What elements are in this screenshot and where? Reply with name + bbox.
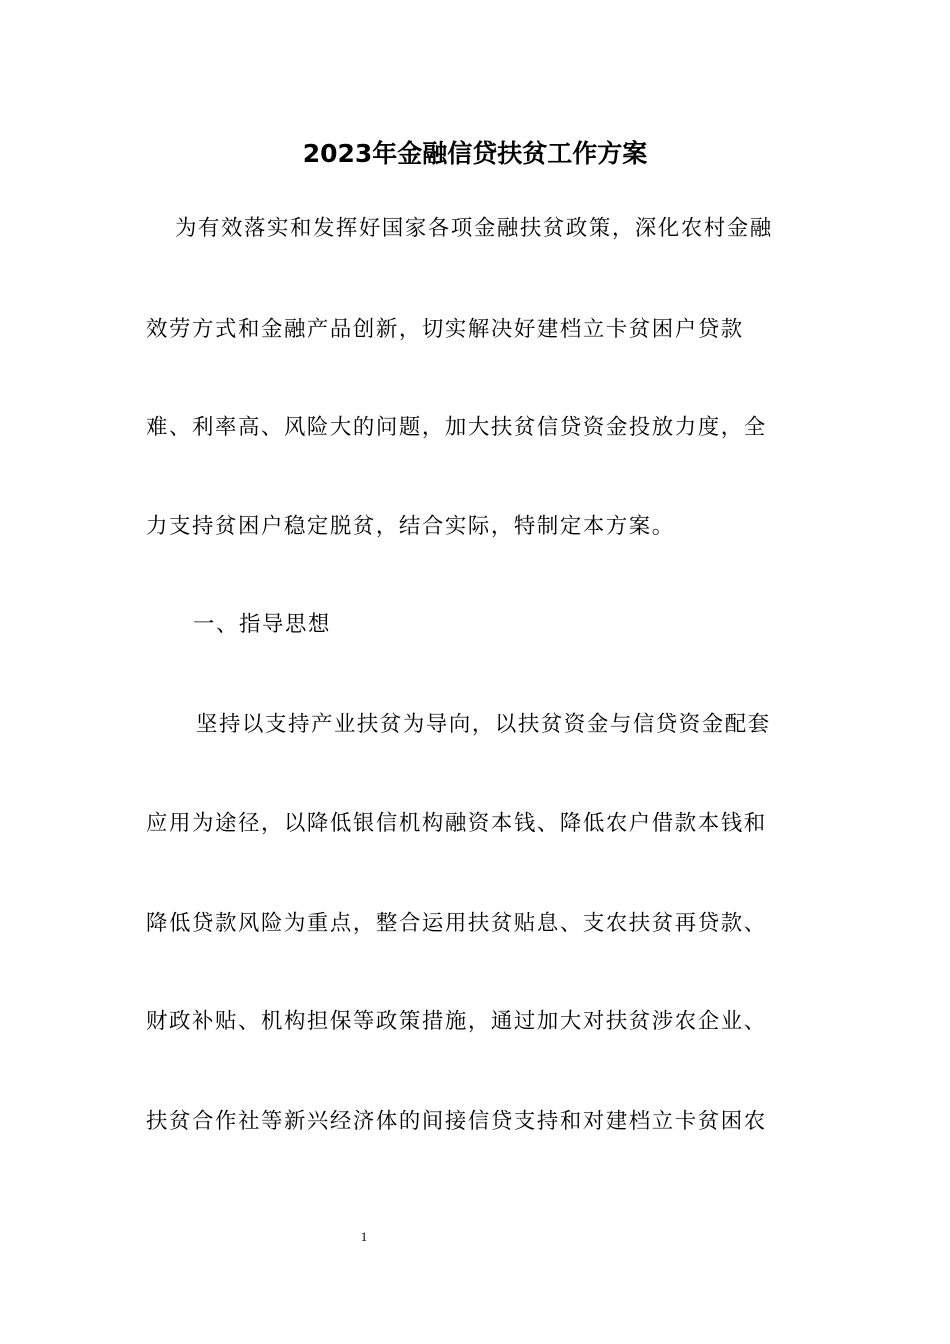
- section-heading: 一、指导思想: [193, 612, 331, 637]
- paragraph-line: 为有效落实和发挥好国家各项金融扶贫政策，深化农村金融: [175, 216, 773, 241]
- paragraph-line: 坚持以支持产业扶贫为导向，以扶贫资金与信贷资金配套: [196, 712, 771, 737]
- page-number: 1: [360, 1229, 368, 1244]
- paragraph-line: 力支持贫困户稳定脱贫，结合实际，特制定本方案。: [146, 514, 675, 539]
- document-title: 2023年金融信贷扶贫工作方案: [302, 139, 648, 168]
- paragraph-line: 财政补贴、机构担保等政策措施，通过加大对扶贫涉农企业、: [146, 1009, 767, 1034]
- paragraph-line: 效劳方式和金融产品创新，切实解决好建档立卡贫困户贷款: [146, 317, 744, 342]
- paragraph-line: 降低贷款风险为重点，整合运用扶贫贴息、支农扶贫再贷款、: [146, 911, 767, 936]
- paragraph-line: 应用为途径，以降低银信机构融资本钱、降低农户借款本钱和: [146, 811, 767, 836]
- paragraph-line: 扶贫合作社等新兴经济体的间接信贷支持和对建档立卡贫困农: [146, 1109, 767, 1134]
- paragraph-line: 难、利率高、风险大的问题，加大扶贫信贷资金投放力度，全: [146, 415, 767, 440]
